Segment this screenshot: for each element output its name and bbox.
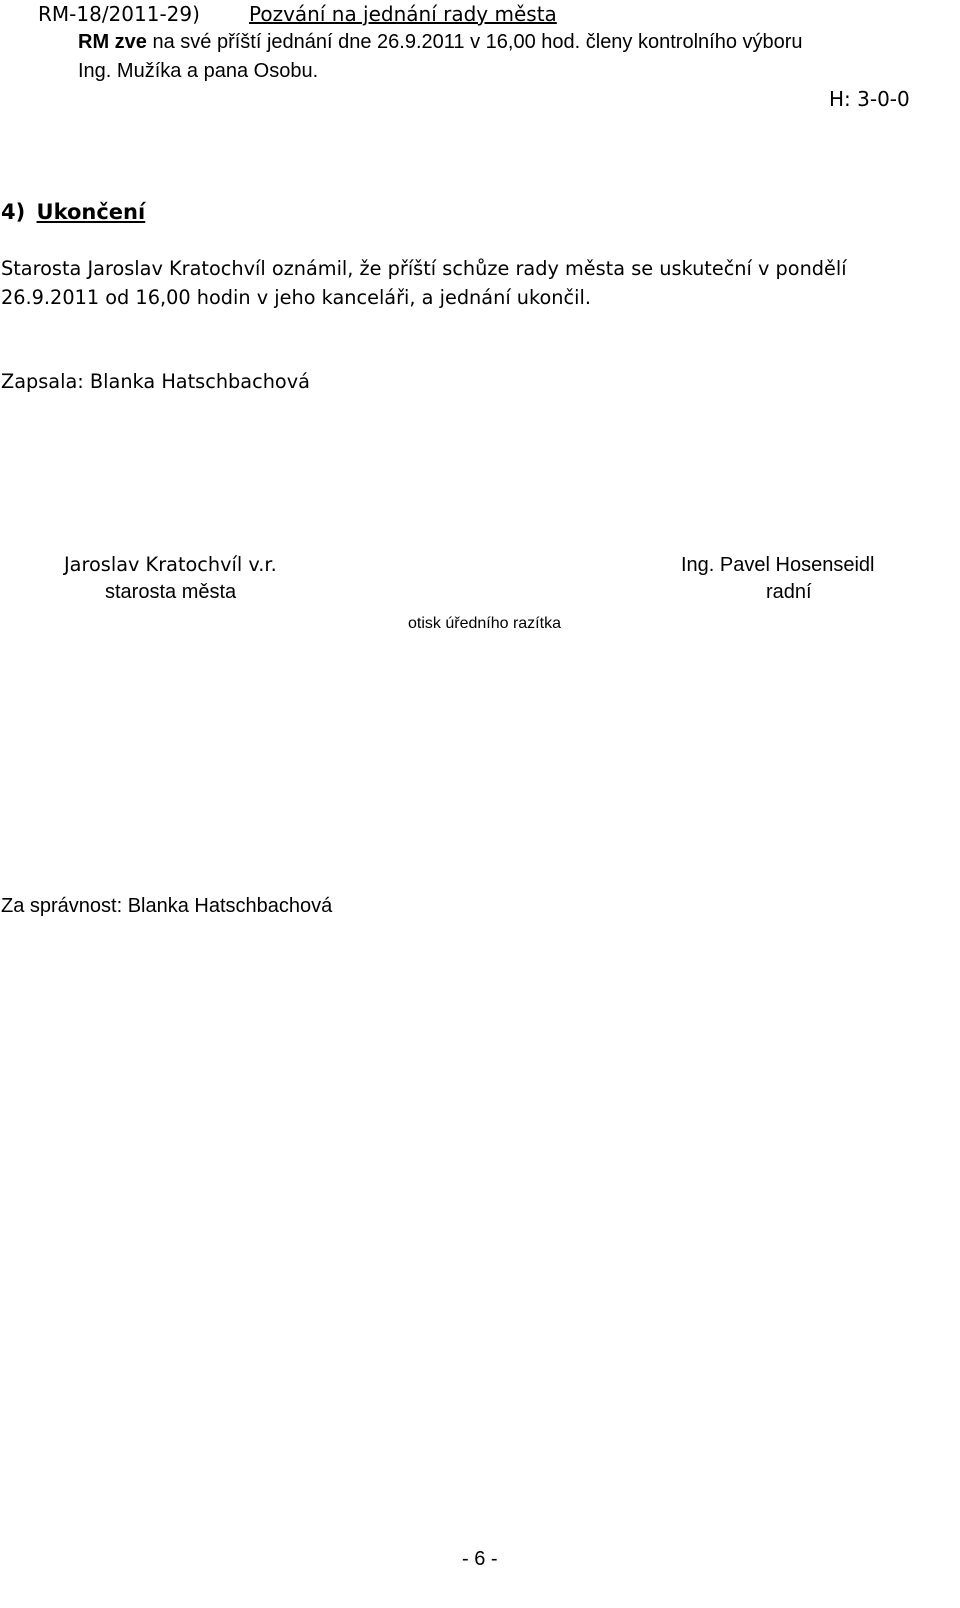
signatory-left-role: starosta města bbox=[105, 581, 237, 603]
section-number: 4) bbox=[1, 200, 26, 224]
resolution-text: na své příští jednání dne 26.9.2011 v 16,00 hod. členy kontrolního výboru bbox=[146, 31, 803, 53]
resolution-line-1 bbox=[78, 32, 803, 52]
signatory-right-role: radní bbox=[766, 581, 812, 603]
vote-result: H: 3-0-0 bbox=[829, 87, 910, 111]
official-stamp-note: otisk úředního razítka bbox=[408, 615, 561, 632]
resolution-line-2: Ing. Mužíka a pana Osobu. bbox=[78, 60, 319, 82]
resolution-number: RM-18/2011-29) bbox=[38, 2, 200, 26]
closing-paragraph-line-1: Starosta Jaroslav Kratochvíl oznámil, že příští schůze rady města se uskuteční v pondělí bbox=[1, 257, 847, 280]
signatory-left-name: Jaroslav Kratochvíl v.r. bbox=[64, 553, 277, 576]
page-number: - 6 - bbox=[462, 1548, 498, 1570]
closing-paragraph-line-2: 26.9.2011 od 16,00 hodin v jeho kanceláři, a jednání ukončil. bbox=[1, 286, 591, 309]
recorded-by: Zapsala: Blanka Hatschbachová bbox=[1, 370, 310, 393]
verified-by: Za správnost: Blanka Hatschbachová bbox=[1, 895, 333, 917]
section-heading bbox=[1, 202, 145, 223]
resolution-lead: RM zve bbox=[78, 31, 147, 53]
resolution-title: Pozvání na jednání rady města bbox=[249, 2, 557, 26]
signatory-right-name: Ing. Pavel Hosenseidl bbox=[681, 554, 875, 576]
section-title: Ukončení bbox=[36, 200, 146, 224]
